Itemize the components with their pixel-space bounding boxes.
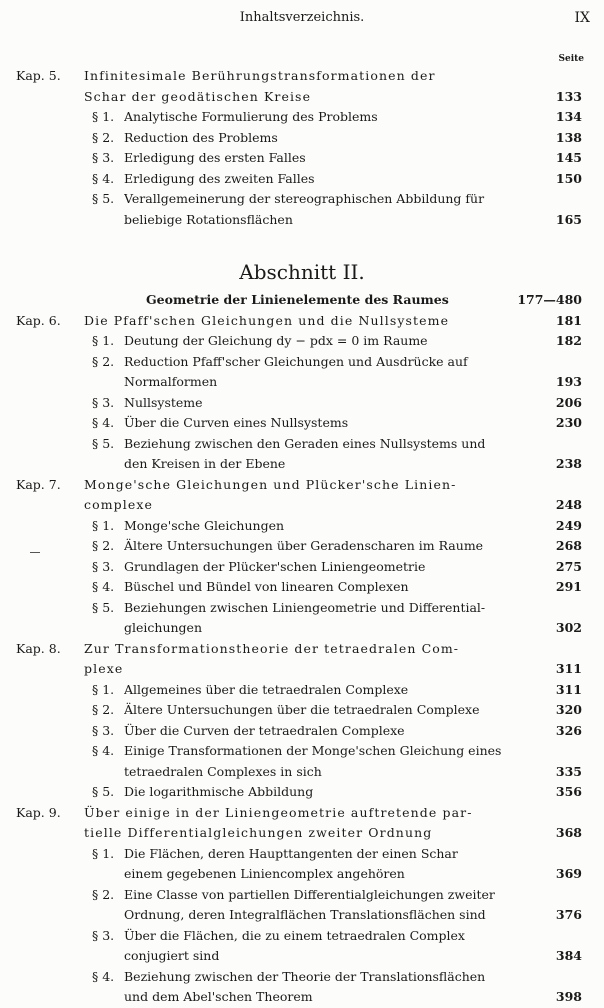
chapter-title: Monge'sche Gleichungen und Plücker'sche Linien- — [84, 476, 457, 492]
section-number: § 3. — [92, 927, 115, 943]
section-title: Verallgemeinerung der stereographischen Abbildung für — [124, 191, 485, 206]
section-title: Nullsysteme — [124, 394, 203, 410]
section-line-cont — [0, 987, 604, 1008]
section-number: § 4. — [92, 415, 115, 430]
section-line — [0, 107, 604, 128]
section-line — [0, 352, 604, 373]
section-page: 320 — [555, 702, 582, 717]
section-number: § 4. — [92, 968, 115, 984]
section-number: § 5. — [92, 599, 115, 615]
section-number: § 2. — [92, 353, 115, 369]
chapter-label: Kap. 6. — [16, 312, 61, 328]
chapter-page: 248 — [555, 497, 582, 512]
section-page: 150 — [555, 170, 582, 186]
section-title: Über die Curven eines Nullsystems — [124, 415, 349, 430]
section-title: Grundlagen der Plücker'schen Liniengeometrie — [124, 558, 426, 574]
section-line — [0, 967, 604, 988]
section-page: 311 — [555, 681, 582, 697]
section-page: 138 — [555, 129, 582, 145]
section-page: 206 — [555, 394, 582, 410]
section-number: § 3. — [92, 558, 115, 574]
section-page: 356 — [555, 784, 582, 799]
chapter-page: 311 — [555, 661, 582, 676]
section-line — [0, 169, 604, 190]
chapter-5-heading — [0, 66, 604, 87]
section-line — [0, 680, 604, 701]
section-title: Ältere Untersuchungen über die tetraedralen Complexe — [124, 702, 480, 717]
section-number: § 1. — [92, 517, 115, 533]
section-line — [0, 557, 604, 578]
table-of-contents — [0, 66, 604, 1008]
section-title: Beziehungen zwischen Liniengeometrie und Differential- — [124, 599, 486, 615]
section-number: § 3. — [92, 150, 115, 165]
section-number: § 4. — [92, 743, 115, 758]
section-line — [0, 700, 604, 721]
section-number: § 2. — [92, 129, 115, 145]
section-page: 268 — [555, 538, 582, 553]
section-line — [0, 598, 604, 619]
section-line — [0, 393, 604, 414]
section-page: 384 — [555, 948, 582, 963]
chapter-page: 133 — [555, 88, 582, 104]
section-title: Analytische Formulierung des Problems — [124, 109, 378, 124]
section-line-cont — [0, 372, 604, 393]
section-line — [0, 885, 604, 906]
section-page: 291 — [555, 579, 582, 594]
section-line — [0, 926, 604, 947]
section-page: 275 — [555, 558, 582, 574]
chapter-title: Infinitesimale Berührungstransformationen der — [84, 68, 436, 83]
section-number: § 3. — [92, 722, 115, 738]
section-title: Deutung der Gleichung dy − pdx = 0 im Raume — [124, 333, 428, 348]
section-title: Über die Flächen, die zu einem tetraedralen Complex — [124, 927, 465, 943]
section-page: 238 — [555, 456, 582, 471]
section-line — [0, 434, 604, 455]
chapter-9-heading-cont — [0, 823, 604, 844]
section-line — [0, 413, 604, 434]
chapter-label: Kap. 7. — [16, 476, 61, 492]
section-page: 134 — [555, 109, 582, 124]
chapter-title: Zur Transformationstheorie der tetraedralen Com- — [84, 640, 460, 656]
section-title-cont: tetraedralen Complexes in sich — [124, 763, 322, 779]
section-line — [0, 148, 604, 169]
chapter-label: Kap. 9. — [16, 804, 61, 820]
section-page: 335 — [555, 763, 582, 779]
section-line-cont — [0, 946, 604, 967]
section-line — [0, 189, 604, 210]
section-line-cont — [0, 864, 604, 885]
chapter-page: 181 — [555, 312, 582, 328]
running-header-title: Inhaltsverzeichnis. — [239, 10, 365, 25]
section-number: § 4. — [92, 579, 115, 594]
section-page: 165 — [555, 211, 582, 227]
section-title-cont: den Kreisen in der Ebene — [124, 456, 286, 471]
chapter-title-cont: tielle Differentialgleichungen zweiter Ordnung — [84, 825, 433, 840]
section-title-cont: Ordnung, deren Integralflächen Translationsflächen sind — [124, 907, 486, 922]
section-title: Monge'sche Gleichungen — [124, 517, 285, 533]
section-title-cont: gleichungen — [124, 620, 202, 635]
section-page: 193 — [555, 374, 582, 389]
section-number: § 2. — [92, 702, 115, 717]
section-line — [0, 577, 604, 598]
section-title: Erledigung des zweiten Falles — [124, 170, 315, 186]
chapter-title-cont: Schar der geodätischen Kreise — [84, 88, 312, 104]
section-title: Über die Curven der tetraedralen Complexe — [124, 722, 405, 738]
section-title: Ältere Untersuchungen über Geradenscharen im Raume — [124, 538, 484, 553]
section-title: Erledigung des ersten Falles — [124, 150, 306, 165]
section-title-cont: Normalformen — [124, 374, 218, 389]
section-page: 182 — [555, 333, 582, 348]
section-line — [0, 741, 604, 762]
abschnitt-title: Abschnitt II. — [239, 260, 365, 284]
section-page: 326 — [555, 722, 582, 738]
section-title: Beziehung zwischen den Geraden eines Nullsystems und — [124, 435, 486, 451]
section-title: Die Flächen, deren Haupttangenten der einen Schar — [124, 845, 458, 861]
section-number: § 5. — [92, 784, 115, 799]
chapter-title-cont: complexe — [84, 497, 154, 512]
section-title: Reduction Pfaff'scher Gleichungen und Ausdrücke auf — [124, 353, 468, 369]
section-number: § 5. — [92, 435, 115, 451]
section-page: 145 — [555, 150, 582, 165]
chapter-title-cont: plexe — [84, 661, 124, 676]
abschnitt-pages: 177—480 — [517, 292, 582, 307]
section-number: § 1. — [92, 845, 115, 861]
chapter-9-heading — [0, 803, 604, 824]
section-page: 376 — [555, 907, 582, 922]
section-title-cont: beliebige Rotationsflächen — [124, 211, 293, 227]
chapter-label: Kap. 8. — [16, 640, 61, 656]
chapter-label: Kap. 5. — [16, 68, 61, 83]
section-title: Die logarithmische Abbildung — [124, 784, 314, 799]
section-number: § 1. — [92, 109, 115, 124]
chapter-title: Über einige in der Liniengeometrie auftretende par- — [84, 804, 473, 820]
section-line — [0, 516, 604, 537]
section-title: Reduction des Problems — [124, 129, 278, 145]
seite-column-label: Seite — [558, 54, 584, 64]
section-title-cont: einem gegebenen Liniencomplex angehören — [124, 866, 405, 881]
chapter-7-heading — [0, 475, 604, 496]
section-line-cont — [0, 210, 604, 231]
section-title: Beziehung zwischen der Theorie der Translationsflächen — [124, 968, 486, 984]
section-line-cont — [0, 762, 604, 783]
section-line-cont — [0, 618, 604, 639]
section-line — [0, 782, 604, 803]
section-line — [0, 128, 604, 149]
section-title: Eine Classe von partiellen Differentialgleichungen zweiter — [124, 886, 495, 902]
section-page: 369 — [555, 866, 582, 881]
section-title: Allgemeines über die tetraedralen Complexe — [124, 681, 409, 697]
abschnitt-subtitle-line — [0, 290, 604, 311]
section-page: 249 — [555, 517, 582, 533]
section-number: § 1. — [92, 681, 115, 697]
section-title: Einige Transformationen der Monge'schen Gleichung eines — [124, 743, 502, 758]
page-number: IX — [574, 10, 590, 26]
section-page: 398 — [555, 989, 582, 1004]
section-line — [0, 721, 604, 742]
section-number: § 2. — [92, 538, 115, 553]
section-title-cont: und dem Abel'schen Theorem — [124, 989, 313, 1004]
section-line — [0, 536, 604, 557]
section-number: § 1. — [92, 333, 115, 348]
section-title: Büschel und Bündel von linearen Complexen — [124, 579, 409, 594]
section-number: § 4. — [92, 170, 115, 186]
section-number: § 5. — [92, 191, 115, 206]
chapter-title: Die Pfaff'schen Gleichungen und die Nullsysteme — [84, 312, 450, 328]
chapter-8-heading-cont — [0, 659, 604, 680]
chapter-7-heading-cont — [0, 495, 604, 516]
section-page: 302 — [555, 620, 582, 635]
section-number: § 2. — [92, 886, 115, 902]
section-line-cont — [0, 905, 604, 926]
chapter-8-heading — [0, 639, 604, 660]
section-line — [0, 844, 604, 865]
section-page: 230 — [555, 415, 582, 430]
chapter-page: 368 — [555, 825, 582, 840]
chapter-5-heading-cont — [0, 87, 604, 108]
section-title-cont: conjugiert sind — [124, 948, 220, 963]
section-line — [0, 331, 604, 352]
chapter-6-heading — [0, 311, 604, 332]
abschnitt-subtitle: Geometrie der Linienelemente des Raumes — [146, 292, 449, 307]
section-line-cont — [0, 454, 604, 475]
section-number: § 3. — [92, 394, 115, 410]
